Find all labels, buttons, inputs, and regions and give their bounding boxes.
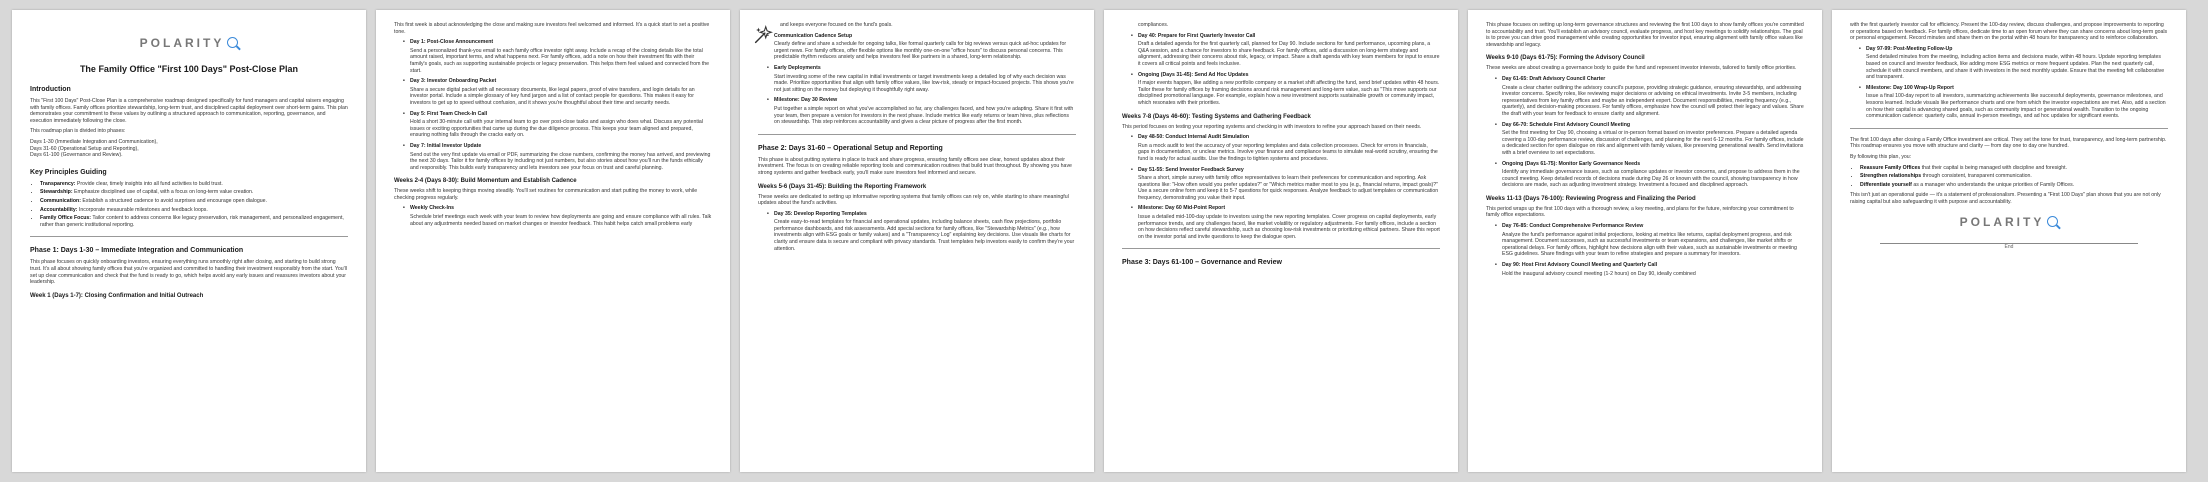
key-principles-heading: Key Principles Guiding	[30, 168, 107, 176]
list-item: • Strengthen relationships through consistent, transparent communication.	[1860, 173, 2168, 180]
section-divider	[1850, 128, 2168, 129]
list-item: • Day 3: Investor Onboarding Packet Share a secure digital packet with all necessary documents, like legal papers, proof of wire transfers, and login details for an investor portal. Include a simple glossary of key fund jargon and a list of contact people for questions. This makes it easy for investors to get up to speed without confusion, and it shows you're thoughtful about their time and security needs.	[394, 78, 712, 106]
document-page-3: and keeps everyone focused on the fund's goals. • Communication Cadence Setup Clearly define and share a schedule for ongoing talks, like formal quarterly calls for big reviews versus quick ad-hoc updates for urgent news. For family offices, offer flexible options like monthly one-on-one "office hours" to discuss personal concerns. This predictable rhythm reduces anxiety and helps investors feel like partners in a shared, long-term relationship. • Early Deployments Start investing some of the new capital in initial investments or target investments keep a detailed log of why each decision was made. Prioritize opportunities that align with family office values, like low-risk, steady or impact-focused projects. This shows you're not just sitting on the money but deploying it thoughtfully right away. • Milestone: Day 30 Review Put together a simple report on what you've accomplished so far, any challenges faced, and how you're adapting. Share it first with your team, then prepare a version for investors in the next phase. Include metrics like early returns or team hires, plus reflections on stewardship. This step reinforces accountability and gives a clear picture of progress after the first month. Phase 2: Days 31-60 – Operational Setup and Reporting This phase is about putting systems in place to track and share progress, ensuring family offices see clear, honest updates about their investment. The focus is on creating reliable reporting tools and communication routines that build trust throughout. By showing you have strong systems and gather feedback early, you'll make sure investors feel informed and secure. Weeks 5-6 (Days 31-45): Building the Reporting Framework These weeks are dedicated to setting up informative reporting systems that family offices can rely on, while starting to share meaningful updates about the fund's activities. • Day 35: Develop Reporting Templates Create easy-to-read templates for financial and operational updates, including balance sheets, cash flow projections, portfolio performance dashboards, and risk assessments. Add special sections for family offices, like "Stewardship Metrics" (e.g., how investments align with ESG goals or family values) and a "Transparency Log" explaining key decisions. Use visuals like charts for clarity and ensure data is secure and compliant with privacy standards. Trust templates help investors easily to confirm they're your attention.	[740, 10, 1094, 472]
list-item: • Accountability: Incorporate measurable milestones and feedback loops.	[40, 207, 348, 214]
weeks-5-6-heading: Weeks 5-6 (Days 31-45): Building the Reporting Framework	[758, 183, 927, 190]
ai-sparkle-cursor-icon[interactable]	[752, 24, 774, 46]
list-item: • Day 1: Post-Close Announcement Send a personalized thank-you email to each family office investor right away. Include a recap of the closing details like the total amount raised, important terms, and what happens next. For family offices, add a note on how their investment fits with their family's goals, such as supporting sustainable projects or legacy preservation. This helps them feel valued and connected from the start.	[394, 39, 712, 74]
magnifier-logo-icon	[2047, 216, 2058, 227]
end-label: End	[2004, 244, 2014, 251]
document-page-6: with the first quarterly investor call for efficiency. Present the 100-day review, discuss challenges, and propose improvements to reporting or operations based on feedback. For family offices, dedicate time to an open forum where they can share concerns about long-term goals or personal engagement. Record minutes and share them on the portal within 48 hours for transparency and to reinforce collaboration. • Day 97-99: Post-Meeting Follow-Up Send detailed minutes from the meeting, including action items and decisions made, within 48 hours. Update reporting templates based on council and investor feedback, like adding more ESG metrics or more frequent updates. Plan the next quarterly call, schedule it with council members, and share it with investors in the next monthly update. Ensure that the meeting felt collaborative and transparent. • Milestone: Day 100 Wrap-Up Report Issue a final 100-day report to all investors, summarizing achievements like successful deployments, governance milestones, and lessons learned. Include visuals like performance charts and one from which the investor expectations are met. Also, add a section on how their capital is advancing shared goals, such as community impact or generational wealth. Transition to the ongoing communication cadence: quarterly calls, annual in-person meetings, and ad hoc updates for significant events. The first 100 days after closing a Family Office investment are critical. They set the tone for trust, transparency, and long-term partnership. This roadmap ensures you move with structure and clarity — from day one to day one hundred. By following this plan, you: • Reassure Family Offices that their capital is being managed with discipline and foresight. • Strengthen relationships through consistent, transparent communication. • Differentiate yourself as a manager who understands the unique priorities of Family Offices. This isn't just an operational guide — it's a statement of professionalism. Presenting a "First 100 Days" plan shows that you are not only raising capital but also safeguarding it with purpose and accountability. POLARITY End	[1832, 10, 2186, 472]
list-item: • Differentiate yourself as a manager who understands the unique priorities of Family Offices.	[1860, 182, 2168, 189]
intro-heading: Introduction	[30, 86, 71, 93]
list-item: • Day 90: Host First Advisory Council Meeting and Quarterly Call Hold the inaugural advisory council meeting (1-2 hours) on Day 90, ideally combined	[1486, 262, 1804, 277]
magnifier-logo-icon	[227, 37, 238, 48]
list-item: • Day 76-85: Conduct Comprehensive Performance Review Analyze the fund's performance against initial projections, looking at metrics like returns, capital deployment progress, and risk management. Document successes, such as successful investments or team expansions, and challenges, like market shifts or operational delays. For family offices, highlight how decisions align with their values, such as sustainable investments or meeting ESG guidelines. Share findings with your team to refine strategies and prepare a summary for investors.	[1486, 223, 1804, 258]
list-item: • Day 40: Prepare for First Quarterly Investor Call Draft a detailed agenda for the first quarterly call, planned for Day 90. Include sections for fund performance, upcoming plans, a Q&A session, and a chance for investors to share feedback. For family offices, add a discussion on long-term strategy and alignment, addressing their concerns about risk, legacy, or impact. Share a draft agenda with key team members for input to ensure it covers all critical points and feels inclusive.	[1122, 33, 1440, 68]
list-item: • Day 97-99: Post-Meeting Follow-Up Send detailed minutes from the meeting, including action items and decisions made, within 48 hours. Update reporting templates based on council and investor feedback, like adding more ESG metrics or more frequent updates. Plan the next quarterly call, schedule it with council members, and share it with investors in the next monthly update. Ensure that the meeting felt collaborative and transparent.	[1850, 46, 2168, 81]
section-divider	[1122, 248, 1440, 249]
list-item: • Ongoing (Days 31-45): Send Ad Hoc Updates If major events happen, like adding a new portfolio company or a market shift affecting the fund, send brief updates within 48 hours. Tailor these for family offices by framing decisions around risk management and long-term value, such as "This move supports our disciplined promotional language. For example, explain how a new investment supports sustainable growth or community impact, which resonates with their priorities.	[1122, 72, 1440, 107]
list-item: • Day 51-55: Send Investor Feedback Survey Share a short, simple survey with family office representatives to learn their preferences for communication and reporting. Ask questions like: "How often would you prefer updates?" or "Which metrics matter most to you (e.g., financial returns, impact goals)?" Use a secure online form and keep it to 5-7 questions for quick responses. Analyze feedback to adjust templates or communication frequency, demonstrating you value their input.	[1122, 167, 1440, 202]
list-item: • Day 48-50: Conduct Internal Audit Simulation Run a mock audit to test the accuracy of your reporting templates and data collection processes. Check for errors in financials, gaps in documentation, or unclear metrics. Involve your finance and compliance teams to simulate real-world scrutiny, ensuring the fund is ready for actual audits. Use the findings to tighten systems and procedures.	[1122, 134, 1440, 162]
section-divider	[758, 134, 1076, 135]
list-item: • Early Deployments Start investing some of the new capital in initial investments or target investments keep a detailed log of why each decision was made. Prioritize opportunities that align with family office values, like low-risk, steady or impact-focused projects. This shows you're not just sitting on the money but deploying it thoughtfully right away.	[758, 65, 1076, 93]
document-title: The Family Office "First 100 Days" Post-Close Plan	[79, 64, 299, 74]
list-item: • Day 66-70: Schedule First Advisory Council Meeting Set the first meeting for Day 90, choosing a virtual or in-person format based on investor preferences. Prepare a detailed agenda covering a 100-day performance review, discussion of challenges, and planning for the next 6-12 months. For family offices, include a dedicated section for open dialogue on risk and alignment with family values, like preserving generational wealth. Send invitations with a brief overview to set expectations.	[1486, 122, 1804, 157]
weeks-9-10-heading: Weeks 9-10 (Days 61-75): Forming the Advisory Council	[1486, 55, 1645, 62]
polarity-logo: POLARITY	[30, 36, 348, 50]
week1-heading: Week 1 (Days 1-7): Closing Confirmation and Initial Outreach	[30, 292, 204, 299]
phase2-heading: Phase 2: Days 31-60 – Operational Setup and Reporting	[758, 144, 943, 152]
list-item: • Day 7: Initial Investor Update Send out the very first update via email or PDF, summarizing the close numbers, confirming the money has arrived, and previewing the next 30 days. Tailor it for family offices by including not just numbers, but also stories about how you'll run the funds ethically and responsibly. This builds early transparency and lets investors see your focus on trust and careful planning.	[394, 143, 712, 171]
list-item: • Day 5: First Team Check-In Call Hold a short 30-minute call with your internal team to go over post-close tasks and assign who does what. Discuss any potential issues or exciting opportunities that came up during the due diligence process. This keeps your team aligned and prepared, ensuring nothing falls through the cracks early on.	[394, 111, 712, 139]
list-item: • Milestone: Day 60 Mid-Point Report Issue a detailed mid-100-day update to investors using the new reporting templates. Cover progress on capital deployments, early performance trends, and any challenges faced, like market volatility or regulatory adjustments. For family offices, include a section on how decisions reflect careful stewardship, such as choosing low-risk investments or prioritizing ethical partners. Share this report on the investor portal and invite questions to keep the dialogue open.	[1122, 205, 1440, 240]
list-item: • Day 61-65: Draft Advisory Council Charter Create a clear charter outlining the advisory council's purpose, providing strategic guidance, ensuring stewardship, and addressing investor concerns. Specify roles, like reviewing major decisions or advising on ethical investments. Invite 3-5 members, including representatives from key family offices and maybe an independent expert. Document responsibilities, meeting frequency (e.g., quarterly), and decision-making processes. For family offices, emphasize how the council will protect their legacy and values. Share the draft with your team for feedback to ensure clarity and alignment.	[1486, 76, 1804, 118]
list-item: • Communication Cadence Setup Clearly define and share a schedule for ongoing talks, like formal quarterly calls for big reviews versus quick ad-hoc updates for urgent news. For family offices, offer flexible options like monthly one-on-one "office hours" to discuss personal concerns. This predictable rhythm reduces anxiety and helps investors feel like partners in a shared, long-term relationship.	[758, 33, 1076, 61]
list-item: • Day 35: Develop Reporting Templates Create easy-to-read templates for financial and operational updates, including balance sheets, cash flow projections, portfolio performance dashboards, and risk assessments. Add special sections for family offices, like "Stewardship Metrics" (e.g., how investments align with ESG goals or family values) and a "Transparency Log" explaining key decisions. Use visuals like charts for clarity and ensure data is secure and compliant with privacy standards. Trust templates help investors easily to confirm they're your attention.	[758, 211, 1076, 253]
list-item: • Milestone: Day 100 Wrap-Up Report Issue a final 100-day report to all investors, summarizing achievements like successful deployments, governance milestones, and lessons learned. Include visuals like performance charts and one from which the investor expectations are met. Also, add a section on how their capital is advancing shared goals, such as community impact or generational wealth. Transition to the ongoing communication cadence: quarterly calls, annual in-person meetings, and ad hoc updates for significant events.	[1850, 85, 2168, 120]
principles-list	[30, 181, 348, 229]
polarity-logo: POLARITY	[1850, 215, 2168, 229]
list-item: • Weekly Check-Ins Schedule brief meetings each week with your team to review how deployments are going and ensure compliance with all rules. Talk about any adjustments needed based on market changes or investor feedback. This habit helps catch small problems early	[394, 205, 712, 227]
list-item: • Family Office Focus: Tailor content to address concerns like legacy preservation, risk management, and personalized engagement, rather than generic institutional reporting.	[40, 215, 348, 228]
list-item: • Reassure Family Offices that their capital is being managed with discipline and foresight.	[1860, 165, 2168, 172]
weeks-7-8-heading: Weeks 7-8 (Days 46-60): Testing Systems and Gathering Feedback	[1122, 113, 1311, 120]
outcomes-list	[1850, 165, 2168, 189]
list-item: • Milestone: Day 30 Review Put together a simple report on what you've accomplished so far, any challenges faced, and how you're adapting. Share it first with your team, then prepare a version for investors in the next phase. Include metrics like early returns or team hires, plus reflections on stewardship. This step reinforces accountability and gives a clear picture of progress after the first month.	[758, 97, 1076, 125]
document-page-5: This phase focuses on setting up long-term governance structures and reviewing the first 100 days to show family offices you're committed to accountability and trust. You'll establish an advisory council, evaluate progress, and host key meetings to solidify relationships. The goal is to prove you can drive good management while creating opportunities for investor input, ensuring alignment with family office values like stewardship and legacy. Weeks 9-10 (Days 61-75): Forming the Advisory Council These weeks are about creating a governance body to guide the fund and represent investor interests, tailored to family office priorities. • Day 61-65: Draft Advisory Council Charter Create a clear charter outlining the advisory council's purpose, providing strategic guidance, ensuring stewardship, and addressing investor concerns. Specify roles, like reviewing major decisions or advising on ethical investments. Invite 3-5 members, including representatives from key family offices and maybe an independent expert. Document responsibilities, meeting frequency (e.g., quarterly), and decision-making processes. For family offices, emphasize how the council will protect their legacy and values. Share the draft with your team for feedback to ensure clarity and alignment. • Day 66-70: Schedule First Advisory Council Meeting Set the first meeting for Day 90, choosing a virtual or in-person format based on investor preferences. Prepare a detailed agenda covering a 100-day performance review, discussion of challenges, and planning for the next 6-12 months. For family offices, include a dedicated section for open dialogue on risk and alignment with family values, like preserving generational wealth. Send invitations with a brief overview to set expectations. • Ongoing (Days 61-75): Monitor Early Governance Needs Identify any immediate governance issues, such as compliance updates or investor concerns, and propose to address them in the council meeting. Keep detailed records of decisions made during Day 26 or known with the council, showing transparency in how decisions are made, such as adjusting investment strategy. Investment a focused and disciplined approach. Weeks 11-13 (Days 76-100): Reviewing Progress and Finalizing the Period This period wraps up the first 100 days with a thorough review, a key meeting, and plans for the future, reinforcing your commitment to family office expectations. • Day 76-85: Conduct Comprehensive Performance Review Analyze the fund's performance against initial projections, looking at metrics like returns, capital deployment progress, and risk management. Document successes, such as successful investments or team expansions, and challenges, like market shifts or operational delays. For family offices, highlight how decisions align with their values, such as sustainable investments or meeting ESG guidelines. Share findings with your team to refine strategies and prepare a summary for investors. • Day 90: Host First Advisory Council Meeting and Quarterly Call Hold the inaugural advisory council meeting (1-2 hours) on Day 90, ideally combined	[1468, 10, 1822, 472]
list-item: • Ongoing (Days 61-75): Monitor Early Governance Needs Identify any immediate governance issues, such as compliance updates or investor concerns, and propose to address them in the council meeting. Keep detailed records of decisions made during Day 26 or known with the council, showing transparency in how decisions are made, such as adjusting investment strategy. Investment a focused and disciplined approach.	[1486, 161, 1804, 189]
weeks-2-4-heading: Weeks 2-4 (Days 8-30): Build Momentum and Establish Cadence	[394, 178, 577, 185]
list-item: • Stewardship: Emphasize disciplined use of capital, with a focus on long-term value creation.	[40, 189, 348, 196]
weeks-11-13-heading: Weeks 11-13 (Days 76-100): Reviewing Progress and Finalizing the Period	[1486, 195, 1696, 202]
document-page-1: POLARITY The Family Office "First 100 Days" Post-Close Plan Introduction This "First 100 Days" Post-Close Plan is a comprehensive roadmap designed specifically for fund managers and capital raisers engaging with family offices. Family offices prioritize stewardship, long-term trust, and disciplined capital deployment over short-term gains. This plan demonstrates your commitment to these values by outlining a structured approach to communication, reporting, governance, and execution immediately following the close. This roadmap plan is divided into phases: Days 1-30 (Immediate Integration and Communication), Days 31-60 (Operational Setup and Reporting), Days 61-100 (Governance and Review). Key Principles Guiding • Transparency: Provide clear, timely insights into all fund activities to build trust. • Stewardship: Emphasize disciplined use of capital, with a focus on long-term value creation. • Communication: Establish a structured cadence to avoid surprises and encourage open dialogue. • Accountability: Incorporate measurable milestones and feedback loops. • Family Office Focus: Tailor content to address concerns like legacy preservation, risk management, and personalized engagement, rather than generic institutional reporting. Phase 1: Days 1-30 – Immediate Integration and Communication This phase focuses on quickly onboarding investors, ensuring everything runs smoothly right after closing, and starting to build strong trust. It's all about showing family offices that you're organized and committed to handling their investment responsibly from the start. You'll set up clear communication and check that the fund is ready to go, which helps avoid any early issues and reassures investors about your leadership. Week 1 (Days 1-7): Closing Confirmation and Initial Outreach	[12, 10, 366, 472]
phase1-heading: Phase 1: Days 1-30 – Immediate Integration and Communication	[30, 247, 244, 255]
section-divider	[30, 236, 348, 237]
document-page-2: This first week is about acknowledging the close and making sure investors feel welcomed and informed. It's a quick start to set a positive tone. • Day 1: Post-Close Announcement Send a personalized thank-you email to each family office investor right away. Include a recap of the closing details like the total amount raised, important terms, and what happens next. For family offices, add a note on how their investment fits with their family's goals, such as supporting sustainable projects or legacy preservation. This helps them feel valued and connected from the start. • Day 3: Investor Onboarding Packet Share a secure digital packet with all necessary documents, like legal papers, proof of wire transfers, and login details for an investor portal. Include a simple glossary of key fund jargon and a list of contact people for questions. This makes it easy for investors to get up to speed without confusion, and it shows you're thoughtful about their time and security needs. • Day 5: First Team Check-In Call Hold a short 30-minute call with your internal team to go over post-close tasks and assign who does what. Discuss any potential issues or exciting opportunities that came up during the due diligence process. This keeps your team aligned and prepared, ensuring nothing falls through the cracks early on. • Day 7: Initial Investor Update Send out the very first update via email or PDF, summarizing the close numbers, confirming the money has arrived, and previewing the next 30 days. Tailor it for family offices by including not just numbers, but also stories about how you'll run the funds ethically and responsibly. This builds early transparency and lets investors see your focus on trust and careful planning. Weeks 2-4 (Days 8-30): Build Momentum and Establish Cadence These weeks shift to keeping things moving steadily. You'll set routines for communication and start putting the money to work, while checking progress regularly. • Weekly Check-Ins Schedule brief meetings each week with your team to review how deployments are going and ensure compliance with all rules. Talk about any adjustments needed based on market changes or investor feedback. This habit helps catch small problems early	[376, 10, 730, 472]
list-item: • Communication: Establish a structured cadence to avoid surprises and encourage open dialogue.	[40, 198, 348, 205]
phase3-heading: Phase 3: Days 61-100 – Governance and Review	[1122, 259, 1282, 267]
list-item: • Transparency: Provide clear, timely insights into all fund activities to build trust.	[40, 181, 348, 188]
document-page-4: compliances. • Day 40: Prepare for First Quarterly Investor Call Draft a detailed agenda for the first quarterly call, planned for Day 90. Include sections for fund performance, upcoming plans, a Q&A session, and a chance for investors to share feedback. For family offices, add a discussion on long-term strategy and alignment, addressing their concerns about risk, legacy, or impact. Share a draft agenda with key team members for input to ensure it covers all critical points and feels inclusive. • Ongoing (Days 31-45): Send Ad Hoc Updates If major events happen, like adding a new portfolio company or a market shift affecting the fund, send brief updates within 48 hours. Tailor these for family offices by framing decisions around risk management and long-term value, such as "This move supports our disciplined promotional language. For example, explain how a new investment supports sustainable growth or community impact, which resonates with their priorities. Weeks 7-8 (Days 46-60): Testing Systems and Gathering Feedback This period focuses on testing your reporting systems and checking in with investors to refine your approach based on their needs. • Day 48-50: Conduct Internal Audit Simulation Run a mock audit to test the accuracy of your reporting templates and data collection processes. Check for errors in financials, gaps in documentation, or unclear metrics. Involve your finance and compliance teams to simulate real-world scrutiny, ensuring the fund is ready for actual audits. Use the findings to tighten systems and procedures. • Day 51-55: Send Investor Feedback Survey Share a short, simple survey with family office representatives to learn their preferences for communication and reporting. Ask questions like: "How often would you prefer updates?" or "Which metrics matter most to you (e.g., financial returns, impact goals)?" Use a secure online form and keep it to 5-7 questions for quick responses. Analyze feedback to adjust templates or communication frequency, demonstrating you value their input. • Milestone: Day 60 Mid-Point Report Issue a detailed mid-100-day update to investors using the new reporting templates. Cover progress on capital deployments, early performance trends, and any challenges faced, like market volatility or regulatory adjustments. For family offices, include a section on how decisions reflect careful stewardship, such as choosing low-risk investments or prioritizing ethical partners. Share this report on the investor portal and invite questions to keep the dialogue open. Phase 3: Days 61-100 – Governance and Review	[1104, 10, 1458, 472]
